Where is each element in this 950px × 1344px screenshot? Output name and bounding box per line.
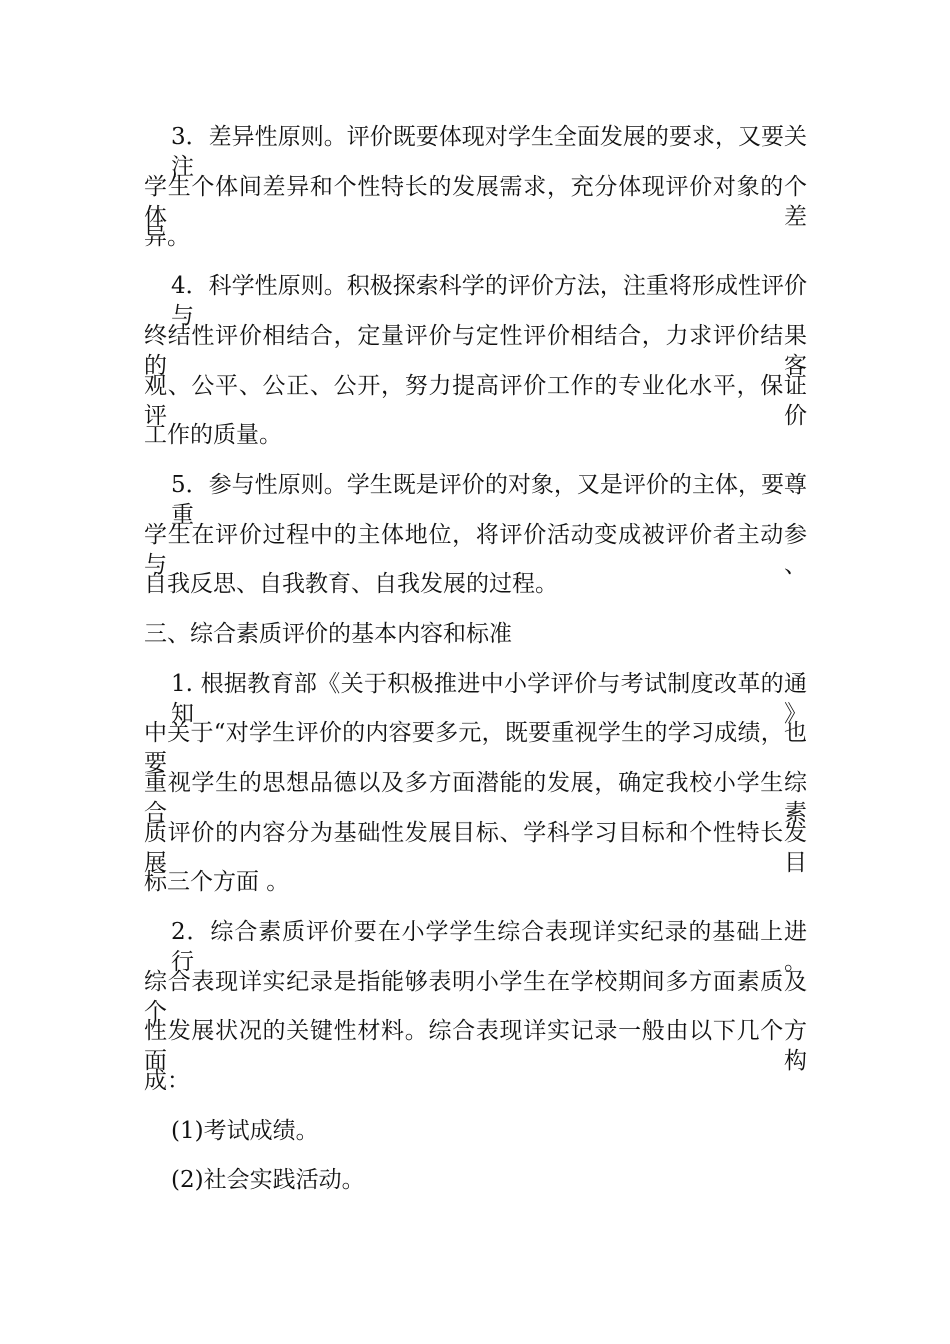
paragraph-5-line-3: 自我反思、自我教育、自我发展的过程。: [144, 571, 558, 597]
paragraph-4-line-3: 观、公平、公正、公开，努力提高评价工作的专业化水平，保证评价: [144, 373, 807, 429]
content-1-line-1: 1. 根据教育部《关于积极推进中小学评价与考试制度改革的通知》: [171, 671, 807, 727]
content-1-line-4: 质评价的内容分为基础性发展目标、学科学习目标和个性特长发展目: [144, 820, 807, 876]
paragraph-4-line-4: 工作的质量。: [144, 422, 282, 448]
content-1-line-5: 标三个方面 。: [144, 869, 290, 895]
paragraph-4-line-2: 终结性评价相结合，定量评价与定性评价相结合，力求评价结果的客: [144, 323, 807, 379]
content-2-line-2: 综合表现详实纪录是指能够表明小学生在学校期间多方面素质及个: [144, 969, 807, 1025]
paragraph-3-line-1: 3．差异性原则。评价既要体现对学生全面发展的要求，又要关注: [171, 124, 807, 180]
paragraph-3-line-3: 异。: [144, 224, 190, 250]
content-2-line-1: 2．综合素质评价要在小学学生综合表现详实纪录的基础上进行。: [171, 919, 807, 975]
content-1-line-2: 中关于“对学生评价的内容要多元，既要重视学生的学习成绩，也要: [144, 720, 807, 776]
content-2-line-3: 性发展状况的关键性材料。综合表现详实记录一般由以下几个方面构: [144, 1018, 807, 1074]
paragraph-3-line-2: 学生个体间差异和个性特长的发展需求，充分体现评价对象的个体差: [144, 174, 807, 230]
paragraph-4-line-1: 4．科学性原则。积极探索科学的评价方法，注重将形成性评价与: [171, 273, 807, 329]
content-2-line-4: 成：: [144, 1068, 190, 1094]
list-item-2: (2)社会实践活动。: [171, 1167, 365, 1193]
content-1-line-3: 重视学生的思想品德以及多方面潜能的发展，确定我校小学生综合素: [144, 770, 807, 826]
list-item-1: (1)考试成绩。: [171, 1118, 319, 1144]
section-heading: 三、综合素质评价的基本内容和标准: [144, 621, 512, 647]
paragraph-5-line-2: 学生在评价过程中的主体地位，将评价活动变成被评价者主动参与、: [144, 522, 807, 578]
paragraph-5-line-1: 5．参与性原则。学生既是评价的对象，又是评价的主体，要尊重: [171, 472, 807, 528]
